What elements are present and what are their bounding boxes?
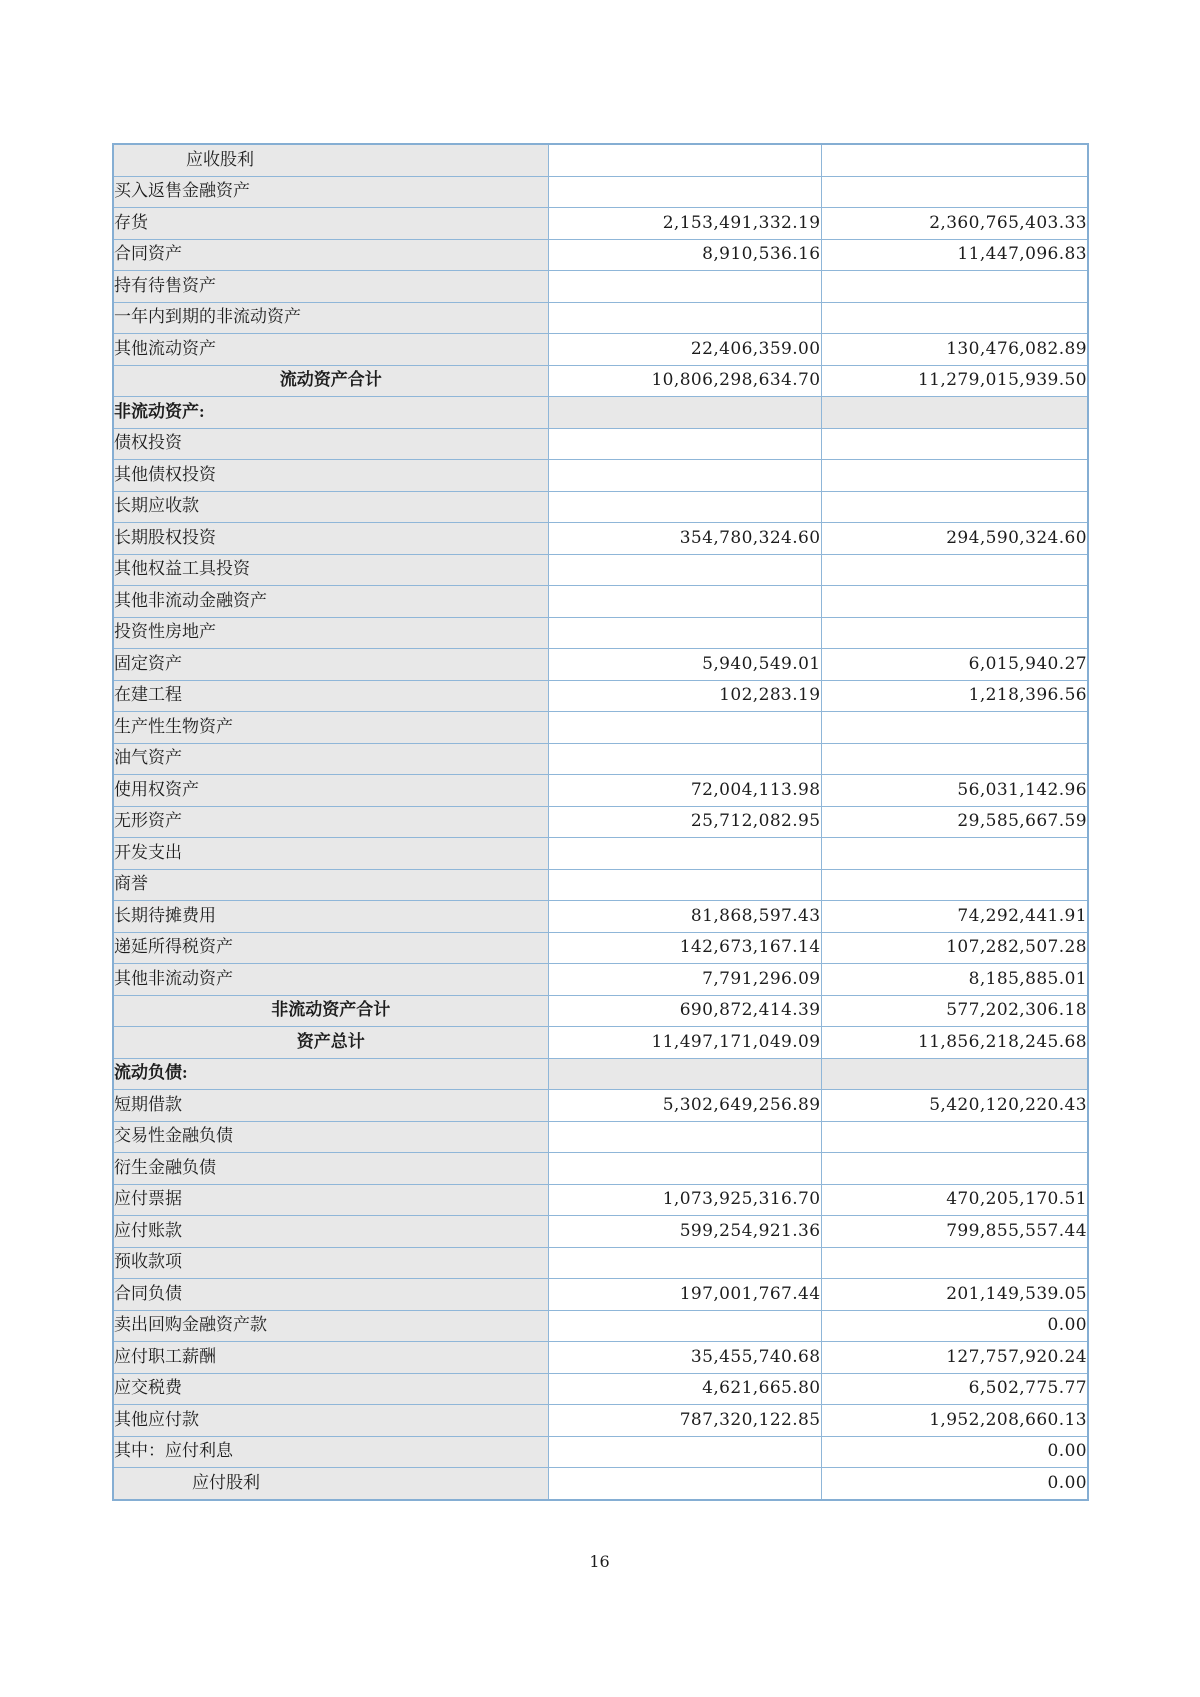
current-period-cell [548, 491, 821, 523]
prior-period-cell [821, 838, 1088, 870]
current-period-cell: 4,621,665.80 [548, 1373, 821, 1405]
row-label-cell: 应付票据 [113, 1184, 548, 1216]
current-period-cell [548, 586, 821, 618]
prior-period-cell: 0.00 [821, 1436, 1088, 1468]
row-label-cell: 存货 [113, 208, 548, 240]
prior-period-cell [821, 1121, 1088, 1153]
row-label-cell: 流动资产合计 [113, 365, 548, 397]
table-row [113, 1184, 1088, 1216]
current-period-cell [548, 617, 821, 649]
row-label-cell: 买入返售金融资产 [113, 176, 548, 208]
row-label-cell: 长期应收款 [113, 491, 548, 523]
table-row [113, 838, 1088, 870]
table-row [113, 995, 1088, 1027]
table-row [113, 1342, 1088, 1374]
row-label-cell: 非流动资产: [113, 397, 548, 429]
current-period-cell: 22,406,359.00 [548, 334, 821, 366]
current-period-cell: 787,320,122.85 [548, 1405, 821, 1437]
current-period-cell: 142,673,167.14 [548, 932, 821, 964]
table-row [113, 1373, 1088, 1405]
current-period-cell: 35,455,740.68 [548, 1342, 821, 1374]
table-row [113, 554, 1088, 586]
current-period-cell: 10,806,298,634.70 [548, 365, 821, 397]
current-period-cell: 11,497,171,049.09 [548, 1027, 821, 1059]
prior-period-cell [821, 460, 1088, 492]
row-label-cell: 合同负债 [113, 1279, 548, 1311]
prior-period-cell: 577,202,306.18 [821, 995, 1088, 1027]
table-row [113, 1058, 1088, 1090]
table-row [113, 743, 1088, 775]
table-row [113, 586, 1088, 618]
prior-period-cell: 201,149,539.05 [821, 1279, 1088, 1311]
table-row [113, 176, 1088, 208]
table-row [113, 932, 1088, 964]
current-period-cell [548, 1247, 821, 1279]
prior-period-cell: 2,360,765,403.33 [821, 208, 1088, 240]
current-period-cell [548, 397, 821, 429]
prior-period-cell [821, 554, 1088, 586]
current-period-cell [548, 554, 821, 586]
prior-period-cell [821, 271, 1088, 303]
prior-period-cell: 0.00 [821, 1468, 1088, 1500]
prior-period-cell: 29,585,667.59 [821, 806, 1088, 838]
table-row [113, 302, 1088, 334]
prior-period-cell: 799,855,557.44 [821, 1216, 1088, 1248]
prior-period-cell: 127,757,920.24 [821, 1342, 1088, 1374]
row-label-cell: 生产性生物资产 [113, 712, 548, 744]
prior-period-cell [821, 586, 1088, 618]
row-label-cell: 合同资产 [113, 239, 548, 271]
table-row [113, 271, 1088, 303]
table-row [113, 1027, 1088, 1059]
row-label-cell: 其他应付款 [113, 1405, 548, 1437]
row-label-cell: 应付股利 [113, 1468, 548, 1500]
table-row [113, 1247, 1088, 1279]
current-period-cell [548, 1468, 821, 1500]
prior-period-cell: 294,590,324.60 [821, 523, 1088, 555]
current-period-cell [548, 743, 821, 775]
table-row [113, 523, 1088, 555]
current-period-cell [548, 712, 821, 744]
table-row [113, 1468, 1088, 1500]
prior-period-cell: 6,015,940.27 [821, 649, 1088, 681]
table-row [113, 1090, 1088, 1122]
prior-period-cell [821, 428, 1088, 460]
row-label-cell: 应付职工薪酬 [113, 1342, 548, 1374]
row-label-cell: 流动负债: [113, 1058, 548, 1090]
current-period-cell [548, 1153, 821, 1185]
prior-period-cell: 11,856,218,245.68 [821, 1027, 1088, 1059]
prior-period-cell: 11,447,096.83 [821, 239, 1088, 271]
current-period-cell: 5,302,649,256.89 [548, 1090, 821, 1122]
current-period-cell: 690,872,414.39 [548, 995, 821, 1027]
row-label-cell: 商誉 [113, 869, 548, 901]
row-label-cell: 短期借款 [113, 1090, 548, 1122]
current-period-cell: 25,712,082.95 [548, 806, 821, 838]
row-label-cell: 开发支出 [113, 838, 548, 870]
prior-period-cell: 56,031,142.96 [821, 775, 1088, 807]
prior-period-cell [821, 491, 1088, 523]
table-row [113, 239, 1088, 271]
table-row [113, 334, 1088, 366]
prior-period-cell: 8,185,885.01 [821, 964, 1088, 996]
table-row [113, 1436, 1088, 1468]
table-row [113, 1216, 1088, 1248]
table-row [113, 712, 1088, 744]
current-period-cell [548, 1121, 821, 1153]
table-row [113, 680, 1088, 712]
row-label-cell: 长期股权投资 [113, 523, 548, 555]
row-label-cell: 递延所得税资产 [113, 932, 548, 964]
current-period-cell: 354,780,324.60 [548, 523, 821, 555]
row-label-cell: 其他非流动资产 [113, 964, 548, 996]
row-label-cell: 其他流动资产 [113, 334, 548, 366]
balance-sheet-body [113, 144, 1088, 1500]
prior-period-cell [821, 712, 1088, 744]
table-row [113, 1121, 1088, 1153]
row-label-cell: 非流动资产合计 [113, 995, 548, 1027]
prior-period-cell: 107,282,507.28 [821, 932, 1088, 964]
row-label-cell: 其他非流动金融资产 [113, 586, 548, 618]
prior-period-cell [821, 176, 1088, 208]
row-label-cell: 应付账款 [113, 1216, 548, 1248]
current-period-cell: 7,791,296.09 [548, 964, 821, 996]
table-row [113, 1153, 1088, 1185]
prior-period-cell: 5,420,120,220.43 [821, 1090, 1088, 1122]
current-period-cell: 81,868,597.43 [548, 901, 821, 933]
prior-period-cell: 130,476,082.89 [821, 334, 1088, 366]
balance-sheet-table [112, 143, 1089, 1501]
current-period-cell [548, 1436, 821, 1468]
prior-period-cell [821, 302, 1088, 334]
current-period-cell [548, 302, 821, 334]
row-label-cell: 油气资产 [113, 743, 548, 775]
table-row [113, 869, 1088, 901]
table-row [113, 964, 1088, 996]
table-row [113, 208, 1088, 240]
prior-period-cell: 0.00 [821, 1310, 1088, 1342]
current-period-cell [548, 1058, 821, 1090]
prior-period-cell [821, 1153, 1088, 1185]
current-period-cell [548, 144, 821, 176]
table-row [113, 1310, 1088, 1342]
current-period-cell: 599,254,921.36 [548, 1216, 821, 1248]
table-row [113, 365, 1088, 397]
current-period-cell [548, 271, 821, 303]
current-period-cell [548, 176, 821, 208]
row-label-cell: 无形资产 [113, 806, 548, 838]
current-period-cell: 1,073,925,316.70 [548, 1184, 821, 1216]
row-label-cell: 资产总计 [113, 1027, 548, 1059]
table-row [113, 617, 1088, 649]
row-label-cell: 持有待售资产 [113, 271, 548, 303]
current-period-cell: 197,001,767.44 [548, 1279, 821, 1311]
prior-period-cell: 74,292,441.91 [821, 901, 1088, 933]
current-period-cell [548, 460, 821, 492]
current-period-cell [548, 838, 821, 870]
table-row [113, 144, 1088, 176]
row-label-cell: 债权投资 [113, 428, 548, 460]
current-period-cell: 102,283.19 [548, 680, 821, 712]
row-label-cell: 其他权益工具投资 [113, 554, 548, 586]
prior-period-cell: 1,218,396.56 [821, 680, 1088, 712]
row-label-cell: 长期待摊费用 [113, 901, 548, 933]
current-period-cell [548, 428, 821, 460]
row-label-cell: 衍生金融负债 [113, 1153, 548, 1185]
row-label-cell: 交易性金融负债 [113, 1121, 548, 1153]
page-number: 16 [589, 1552, 610, 1571]
table-row [113, 460, 1088, 492]
row-label-cell: 投资性房地产 [113, 617, 548, 649]
table-row [113, 491, 1088, 523]
row-label-cell: 应交税费 [113, 1373, 548, 1405]
prior-period-cell: 11,279,015,939.50 [821, 365, 1088, 397]
row-label-cell: 卖出回购金融资产款 [113, 1310, 548, 1342]
prior-period-cell [821, 743, 1088, 775]
current-period-cell: 2,153,491,332.19 [548, 208, 821, 240]
prior-period-cell: 6,502,775.77 [821, 1373, 1088, 1405]
table-row [113, 428, 1088, 460]
row-label-cell: 一年内到期的非流动资产 [113, 302, 548, 334]
row-label-cell: 应收股利 [113, 144, 548, 176]
row-label-cell: 预收款项 [113, 1247, 548, 1279]
table-row [113, 806, 1088, 838]
table-row [113, 901, 1088, 933]
table-row [113, 775, 1088, 807]
prior-period-cell [821, 1058, 1088, 1090]
current-period-cell: 5,940,549.01 [548, 649, 821, 681]
prior-period-cell [821, 869, 1088, 901]
table-row [113, 397, 1088, 429]
row-label-cell: 其他债权投资 [113, 460, 548, 492]
current-period-cell: 8,910,536.16 [548, 239, 821, 271]
row-label-cell: 其中：应付利息 [113, 1436, 548, 1468]
prior-period-cell [821, 144, 1088, 176]
prior-period-cell [821, 617, 1088, 649]
table-row [113, 1279, 1088, 1311]
current-period-cell: 72,004,113.98 [548, 775, 821, 807]
prior-period-cell [821, 1247, 1088, 1279]
prior-period-cell: 1,952,208,660.13 [821, 1405, 1088, 1437]
prior-period-cell [821, 397, 1088, 429]
current-period-cell [548, 1310, 821, 1342]
row-label-cell: 固定资产 [113, 649, 548, 681]
table-row [113, 649, 1088, 681]
current-period-cell [548, 869, 821, 901]
table-row [113, 1405, 1088, 1437]
row-label-cell: 使用权资产 [113, 775, 548, 807]
prior-period-cell: 470,205,170.51 [821, 1184, 1088, 1216]
row-label-cell: 在建工程 [113, 680, 548, 712]
